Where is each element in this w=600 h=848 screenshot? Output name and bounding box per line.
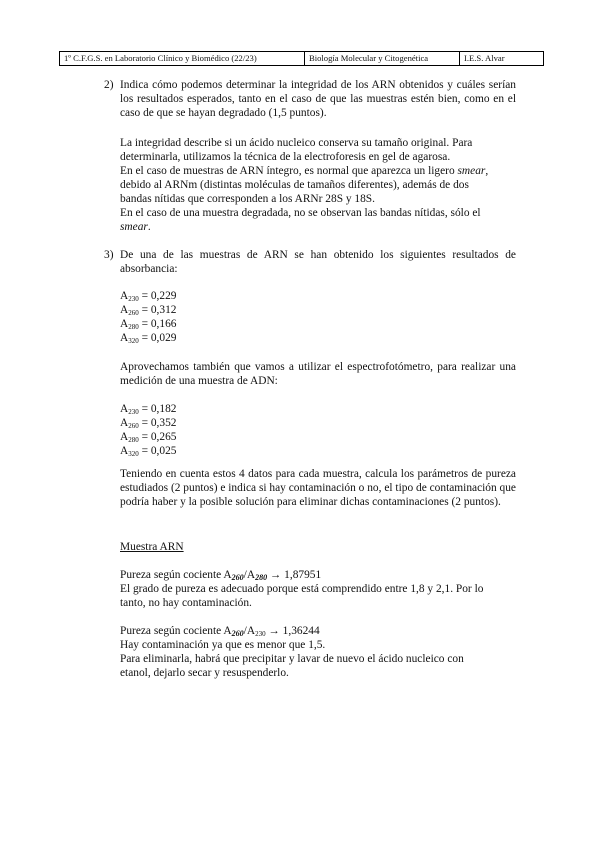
header-school: I.E.S. Alvar	[464, 53, 505, 63]
absorbance-row: $A_{320} = 0,029$	[120, 332, 177, 345]
header-subject: Biología Molecular y Citogenética	[305, 52, 460, 65]
dna-intro: Aprovechamos también que vamos a utilizar el espectrofotómetro, para realizar una medición de una muestra de ADN:	[120, 361, 516, 387]
answer-2-line: smear.	[120, 221, 151, 233]
answer-2-line: La integridad describe si un ácido nucleico conserva su tamaño original. Para	[120, 137, 473, 149]
purity-explanation: El grado de pureza es adecuado porque está comprendido entre 1,8 y 2,1. Por lo	[120, 583, 484, 595]
absorbance-row: $A_{320} = 0,025$	[120, 445, 177, 458]
answer-2-line: bandas nítidas que corresponden a los ARNr 28S y 18S.	[120, 193, 375, 205]
question-2-number: 2)	[104, 79, 114, 91]
absorbance-row: $A_{280} = 0,265$	[120, 431, 177, 444]
header-course: 1º C.F.G.S. en Laboratorio Clínico y Biomédico (22/23)	[60, 52, 305, 65]
page-header	[59, 51, 544, 66]
absorbance-row: $A_{230} = 0,182$	[120, 403, 177, 416]
answer-2-line: determinarla, utilizamos la técnica de la electroforesis en gel de agarosa.	[120, 151, 451, 163]
purity-formula: Pureza según cociente $A_{260}/A_{230} \to 1,36244$	[120, 625, 320, 638]
answer-2	[120, 136, 516, 234]
purity-explanation: Hay contaminación ya que es menor que 1,5.	[120, 639, 326, 651]
absorbance-row: $A_{260} = 0,312$	[120, 304, 177, 317]
purity-260-280	[120, 568, 516, 610]
question-3-number: 3)	[104, 249, 114, 261]
purity-260-230	[120, 624, 516, 680]
answer-2-line: En el caso de muestras de ARN íntegro, es normal que aparezca un ligero smear,	[120, 165, 489, 177]
sample-title: Muestra ARN	[120, 541, 184, 553]
answer-2-line: debido al ARNm (distintas moléculas de tamaños diferentes), además de dos	[120, 179, 469, 191]
dna-absorbance-list	[120, 402, 516, 458]
absorbance-row: $A_{280} = 0,166$	[120, 318, 177, 331]
purity-explanation: etanol, dejarlo secar y resuspenderlo.	[120, 667, 289, 679]
absorbance-row: $A_{260} = 0,352$	[120, 417, 177, 430]
rna-absorbance-list	[120, 289, 516, 345]
answer-2-line: En el caso de una muestra degradada, no se observan las bandas nítidas, sólo el	[120, 207, 481, 219]
question-2-text: Indica cómo podemos determinar la integridad de los ARN obtenidos y cuáles serían los resultados esperados, tanto en el caso de que las muestras estén bien, como en el caso de que se hayan degradado (1,5 puntos).	[120, 79, 516, 119]
task-text: Teniendo en cuenta estos 4 datos para cada muestra, calcula los parámetros de pureza estudiados (2 puntos) e indica si hay contaminación o no, el tipo de contaminación que podría haber y la posible solución para eliminar dichas contaminaciones (2 puntos).	[120, 468, 516, 508]
absorbance-row: $A_{230} = 0,229$	[120, 290, 177, 303]
purity-explanation: tanto, no hay contaminación.	[120, 597, 252, 609]
question-3-text: De una de las muestras de ARN se han obtenido los siguientes resultados de absorbancia:	[120, 249, 516, 275]
purity-explanation: Para eliminarla, habrá que precipitar y lavar de nuevo el ácido nucleico con	[120, 653, 464, 665]
purity-formula: Pureza según cociente $A_{260}/A_{280} \to 1,87951$	[120, 569, 322, 582]
